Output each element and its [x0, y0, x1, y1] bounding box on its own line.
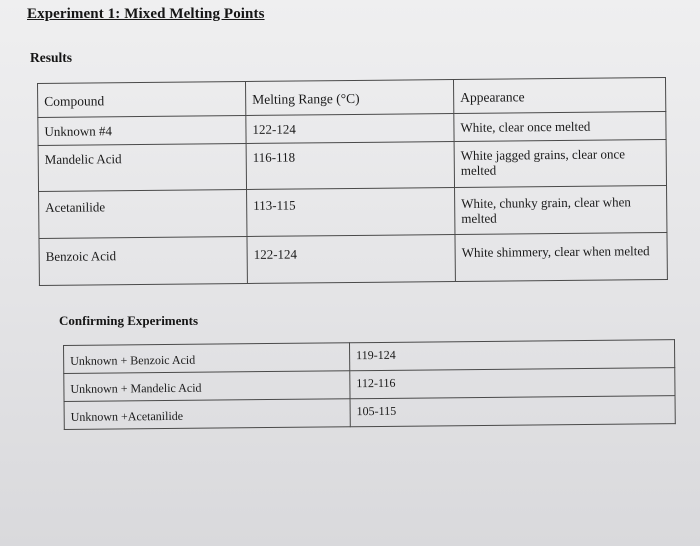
compound-cell: [38, 115, 246, 145]
cell-value: 119-124: [356, 347, 396, 363]
header-cell-compound: [38, 81, 246, 117]
appearance-cell: [455, 185, 667, 234]
melting-range-cell: [350, 368, 675, 399]
cell-value: Mandelic Acid: [44, 151, 122, 167]
cell-value: Benzoic Acid: [45, 248, 117, 264]
melting-range-cell: [349, 340, 674, 371]
table-row: [64, 396, 675, 430]
compound-cell: [38, 143, 246, 191]
cell-value: Acetanilide: [45, 199, 106, 215]
cell-value: White, chunky grain, clear when melted: [461, 194, 631, 226]
cell-value: 122-124: [253, 246, 298, 262]
cell-value: White shimmery, clear when melted: [461, 243, 650, 260]
cell-value: 112-116: [356, 375, 396, 391]
header-label: Appearance: [460, 89, 525, 105]
cell-value: 122-124: [252, 121, 296, 137]
cell-value: Unknown +Acetanilide: [70, 408, 184, 424]
header-label: Compound: [44, 93, 105, 109]
appearance-cell: [454, 139, 666, 187]
cell-value: Unknown #4: [44, 123, 113, 139]
mixture-cell: [64, 399, 350, 430]
compound-cell: [39, 189, 247, 238]
compound-cell: [39, 236, 247, 285]
melting-range-cell: [246, 114, 454, 144]
header-label: Melting Range (°C): [252, 90, 360, 107]
results-heading: Results: [30, 50, 73, 65]
cell-value: 113-115: [253, 197, 296, 213]
appearance-cell: [455, 232, 667, 281]
appearance-cell: [454, 111, 666, 141]
melting-range-cell: [350, 396, 675, 427]
header-cell-melting-range: [245, 80, 453, 116]
melting-range-cell: [247, 234, 455, 283]
melting-range-cell: [247, 187, 455, 236]
cell-value: Unknown + Mandelic Acid: [70, 380, 202, 396]
melting-range-cell: [246, 141, 454, 189]
table-row: [39, 185, 667, 238]
cell-value: 105-115: [356, 403, 397, 419]
table-row: [39, 232, 667, 285]
mixture-cell: [64, 343, 350, 374]
cell-value: White, clear once melted: [460, 118, 591, 135]
document-title: Experiment 1: Mixed Melting Points: [27, 6, 265, 22]
cell-value: 116-118: [252, 149, 296, 165]
mixture-cell: [64, 371, 350, 402]
results-table: [37, 77, 668, 286]
cell-value: White jagged grains, clear once melted: [460, 146, 626, 178]
cell-value: Unknown + Benzoic Acid: [70, 352, 196, 368]
header-cell-appearance: [453, 77, 665, 113]
table-row: [38, 139, 666, 191]
confirming-experiments-heading: Confirming Experiments: [59, 313, 199, 328]
confirming-experiments-table: [63, 339, 676, 430]
